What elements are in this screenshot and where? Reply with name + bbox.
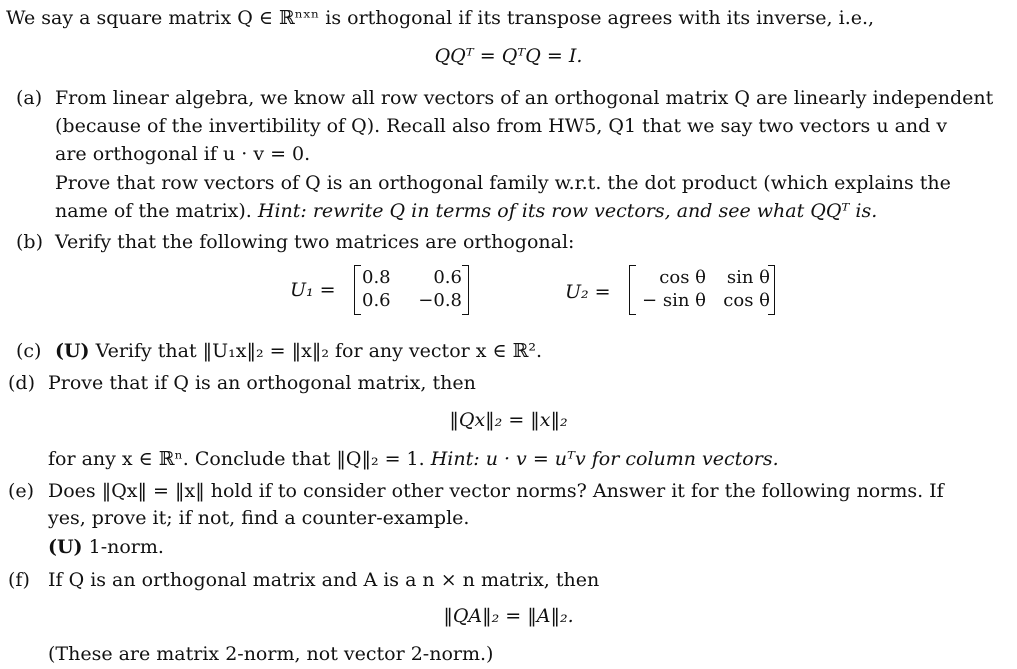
part-e-label: (e) bbox=[8, 480, 35, 502]
part-f-note: (These are matrix 2-norm, not vector 2-norm.) bbox=[48, 643, 494, 665]
part-f-line-1: If Q is an orthogonal matrix and A is a n × n matrix, then bbox=[48, 569, 600, 591]
part-d-line-2-text: for any x ∈ ℝⁿ. Conclude that ‖Q‖₂ = 1. bbox=[48, 448, 431, 470]
u2-right-bracket bbox=[768, 265, 775, 315]
u2-row-1 bbox=[636, 267, 770, 289]
u1-row-2 bbox=[362, 290, 462, 312]
part-d-equation: ‖Qx‖₂ = ‖x‖₂ bbox=[449, 409, 568, 431]
part-a-line-3: are orthogonal if u · v = 0. bbox=[55, 143, 311, 165]
part-d-label: (d) bbox=[8, 372, 35, 394]
part-c-marker: (U) bbox=[55, 340, 90, 362]
u2-cell-1-2: sin θ bbox=[726, 267, 770, 288]
part-e-marker: (U) bbox=[48, 536, 83, 558]
part-d-line-2 bbox=[48, 447, 779, 471]
u2-label: U₂ = bbox=[565, 281, 611, 303]
u2-cell-2-1: − sin θ bbox=[642, 290, 706, 311]
part-e-item bbox=[48, 535, 164, 559]
part-a-line-4: Prove that row vectors of Q is an orthogonal family w.r.t. the dot product (which explains the bbox=[55, 172, 951, 194]
part-b-label: (b) bbox=[16, 231, 43, 253]
u1-cell-1-1: 0.8 bbox=[362, 267, 391, 288]
part-a-hint: Hint: rewrite Q in terms of its row vectors, and see what QQᵀ is. bbox=[257, 200, 878, 222]
part-d-line-1: Prove that if Q is an orthogonal matrix, then bbox=[48, 372, 476, 394]
part-c-text: Verify that ‖U₁x‖₂ = ‖x‖₂ for any vector x ∈ ℝ². bbox=[95, 340, 543, 362]
u2-row-2 bbox=[636, 290, 770, 312]
u2-left-bracket bbox=[629, 265, 636, 315]
part-e-line-1: Does ‖Qx‖ = ‖x‖ hold if to consider other vector norms? Answer it for the following norms. If bbox=[48, 480, 944, 502]
part-a-line-1: From linear algebra, we know all row vectors of an orthogonal matrix Q are linearly independent bbox=[55, 87, 994, 109]
u1-label: U₁ = bbox=[290, 279, 336, 301]
u2-cell-1-1: cos θ bbox=[659, 267, 706, 288]
part-d-hint: Hint: u · v = uᵀv for column vectors. bbox=[430, 448, 779, 470]
part-f-label: (f) bbox=[8, 569, 30, 591]
u2-cell-2-2: cos θ bbox=[723, 290, 770, 311]
part-c-label: (c) bbox=[16, 340, 42, 362]
part-a-line-2: (because of the invertibility of Q). Recall also from HW5, Q1 that we say two vectors u and v bbox=[55, 115, 948, 137]
intro-line: We say a square matrix Q ∈ ℝⁿˣⁿ is orthogonal if its transpose agrees with its inverse, i.e., bbox=[6, 7, 875, 29]
definition-equation: QQᵀ = QᵀQ = I. bbox=[434, 45, 583, 67]
u1-left-bracket bbox=[354, 265, 361, 315]
u1-cell-1-2: 0.6 bbox=[433, 267, 462, 288]
u1-right-bracket bbox=[462, 265, 469, 315]
part-c-line bbox=[55, 339, 542, 363]
u1-cell-2-1: 0.6 bbox=[362, 290, 391, 311]
u1-row-1 bbox=[362, 267, 462, 289]
part-a-line-5-text: name of the matrix). bbox=[55, 200, 258, 222]
part-b-line-1: Verify that the following two matrices are orthogonal: bbox=[55, 231, 575, 253]
part-f-equation: ‖QA‖₂ = ‖A‖₂. bbox=[443, 605, 574, 627]
part-a-label: (a) bbox=[16, 87, 43, 109]
part-a-line-5 bbox=[55, 199, 877, 223]
part-e-line-2: yes, prove it; if not, find a counter-example. bbox=[48, 507, 470, 529]
part-e-item-text: 1-norm. bbox=[88, 536, 164, 558]
u1-cell-2-2: −0.8 bbox=[418, 290, 462, 311]
